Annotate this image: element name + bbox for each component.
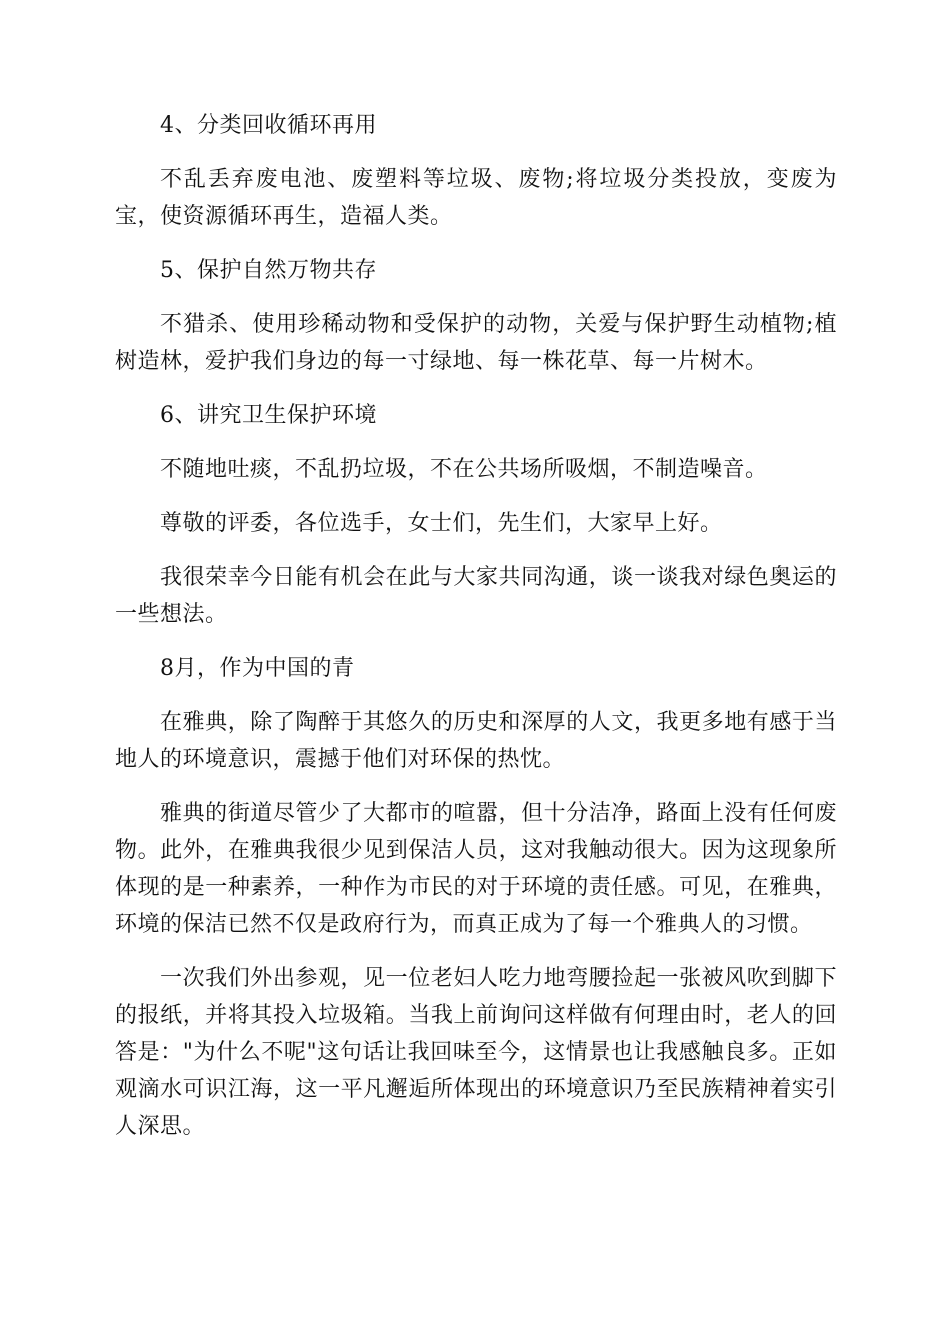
paragraph: 一次我们外出参观，见一位老妇人吃力地弯腰捡起一张被风吹到脚下的报纸，并将其投入垃圾箱。当我上前询问这样做有何理由时，老人的回答是："为什么不呢"这句话让我回味至今，这情景也让我感触良多。正如观滴水可识江海，这一平凡邂逅所体现出的环境意识乃至民族精神着实引人深思。 bbox=[115, 966, 837, 1139]
paragraph: 不随地吐痰，不乱扔垃圾，不在公共场所吸烟，不制造噪音。 bbox=[160, 457, 768, 482]
paragraph: 我很荣幸今日能有机会在此与大家共同沟通，谈一谈我对绿色奥运的一些想法。 bbox=[115, 565, 837, 627]
paragraph: 8月，作为中国的青 bbox=[160, 656, 355, 681]
heading-5: 5、保护自然万物共存 bbox=[160, 258, 377, 283]
paragraph: 不乱丢弃废电池、废塑料等垃圾、废物;将垃圾分类投放，变废为宝，使资源循环再生，造福人类。 bbox=[115, 167, 837, 229]
document-body bbox=[115, 107, 837, 1162]
paragraph: 不猎杀、使用珍稀动物和受保护的动物，关爱与保护野生动植物;植树造林，爱护我们身边的每一寸绿地、每一株花草、每一片树木。 bbox=[115, 312, 837, 374]
paragraph: 雅典的街道尽管少了大都市的喧嚣，但十分洁净，路面上没有任何废物。此外，在雅典我很少见到保洁人员，这对我触动很大。因为这现象所体现的是一种素养，一种作为市民的对于环境的责任感。可见，在雅典，环境的保洁已然不仅是政府行为，而真正成为了每一个雅典人的习惯。 bbox=[115, 801, 837, 937]
heading-4: 4、分类回收循环再用 bbox=[160, 113, 377, 138]
heading-6: 6、讲究卫生保护环境 bbox=[160, 403, 377, 428]
paragraph: 在雅典，除了陶醉于其悠久的历史和深厚的人文，我更多地有感于当地人的环境意识，震撼于他们对环保的热忱。 bbox=[115, 710, 837, 772]
greeting-paragraph: 尊敬的评委，各位选手，女士们，先生们，大家早上好。 bbox=[160, 511, 723, 536]
